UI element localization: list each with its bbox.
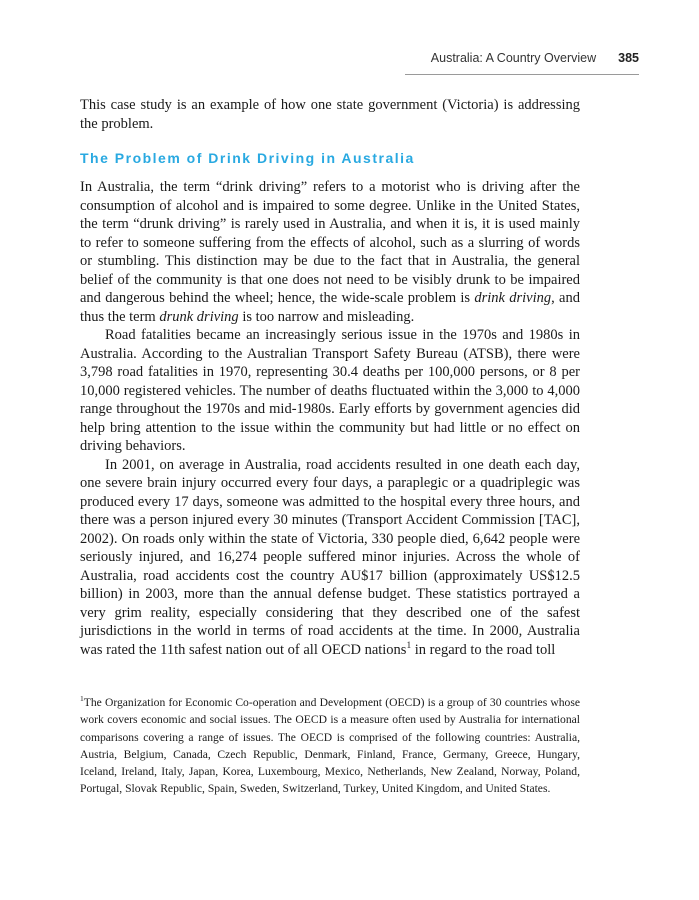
section-body <box>80 178 580 659</box>
intro-text: This case study is an example of how one state government (Victoria) is addressing the problem. <box>80 97 580 132</box>
header-rule <box>405 74 639 75</box>
paragraph-1-emphasis-1: drink driving <box>474 290 552 306</box>
running-header <box>0 48 639 68</box>
paragraph-1 <box>80 178 580 326</box>
paragraph-3-part-a: In 2001, on average in Australia, road accidents resulted in one death each day, one severe brain injury occurred every four days, a paraplegic or a quadriplegic was produced every 17 days, someone was admitted to the hospital every three hours, and there was a person injured every 30 minutes (Transport Accident Commission [TAC], 2002). On roads only within the state of Victoria, 330 people died, 6,642 people were seriously injured, and 16,274 people suffered minor injuries. Across the whole of Australia, road accidents cost the country AU$17 billion (approximately US$12.5 billion) in 2003, more than the annual defense budget. These statistics portrayed a very grim reality, especially considering that they described one of the safest jurisdictions in the world in terms of road accidents at the time. In 2000, Australia was rated the 11th safest nation out of all OECD nations <box>80 456 580 658</box>
section-heading: The Problem of Drink Driving in Australia <box>80 150 415 166</box>
page-number: 385 <box>618 51 639 65</box>
footnote-marker: 1 <box>80 694 84 704</box>
paragraph-2: Road fatalities became an increasingly serious issue in the 1970s and 1980s in Australia. According to the Australian Transport Safety Bureau (ATSB), there were 3,798 road fatalities in 1970, representing 30.4 deaths per 100,000 persons, or 8 per 10,000 registered vehicles. The number of deaths fluctuated within the 3,000 to 4,000 range throughout the 1970s and mid-1980s. Early efforts by government agencies did help bring attention to the issue within the community but had little or no effect on driving behaviors. <box>80 327 580 454</box>
paragraph-1-part-a: In Australia, the term “drink driving” refers to a motorist who is driving after the consumption of alcohol and is impaired to some degree. Unlike in the United States, the term “drunk driving” is rarely used in Australia, and when it is, it is used mainly to refer to someone suffering from the effects of alcohol, such as a slurring of words or stumbling. This distinction may be due to the fact that in Australia, the general belief of the community is that one does not need to be visibly drunk to be impaired and dangerous behind the wheel; hence, the wide-scale problem is <box>80 179 580 306</box>
footnote-reference: 1 <box>406 640 412 651</box>
running-title: Australia: A Country Overview <box>430 51 597 65</box>
paragraph-1-emphasis-2: drunk driving <box>159 308 239 325</box>
paragraph-3 <box>80 456 580 660</box>
intro-paragraph <box>80 96 580 133</box>
paragraph-1-part-c: is too narrow and misleading. <box>238 308 415 325</box>
footnote <box>80 694 580 798</box>
paragraph-3-part-b: in regard to the road toll <box>411 641 556 658</box>
footnote-text: The Organization for Economic Co-operation and Development (OECD) is a group of 30 countries whose work covers economic and social issues. The OECD is a measure often used by Australia for international comparisons covering a range of issues. The OECD is comprised of the following countries: Australia, Austria, Belgium, Canada, Czech Republic, Denmark, Finland, France, Germany, Greece, Hungary, Iceland, Ireland, Italy, Japan, Korea, Luxembourg, Mexico, Netherlands, New Zealand, Norway, Poland, Portugal, Slovak Republic, Spain, Sweden, Switzerland, Turkey, United Kingdom, and United States. <box>80 696 580 796</box>
paragraph-1-part-b: , and thus the term <box>80 290 580 325</box>
